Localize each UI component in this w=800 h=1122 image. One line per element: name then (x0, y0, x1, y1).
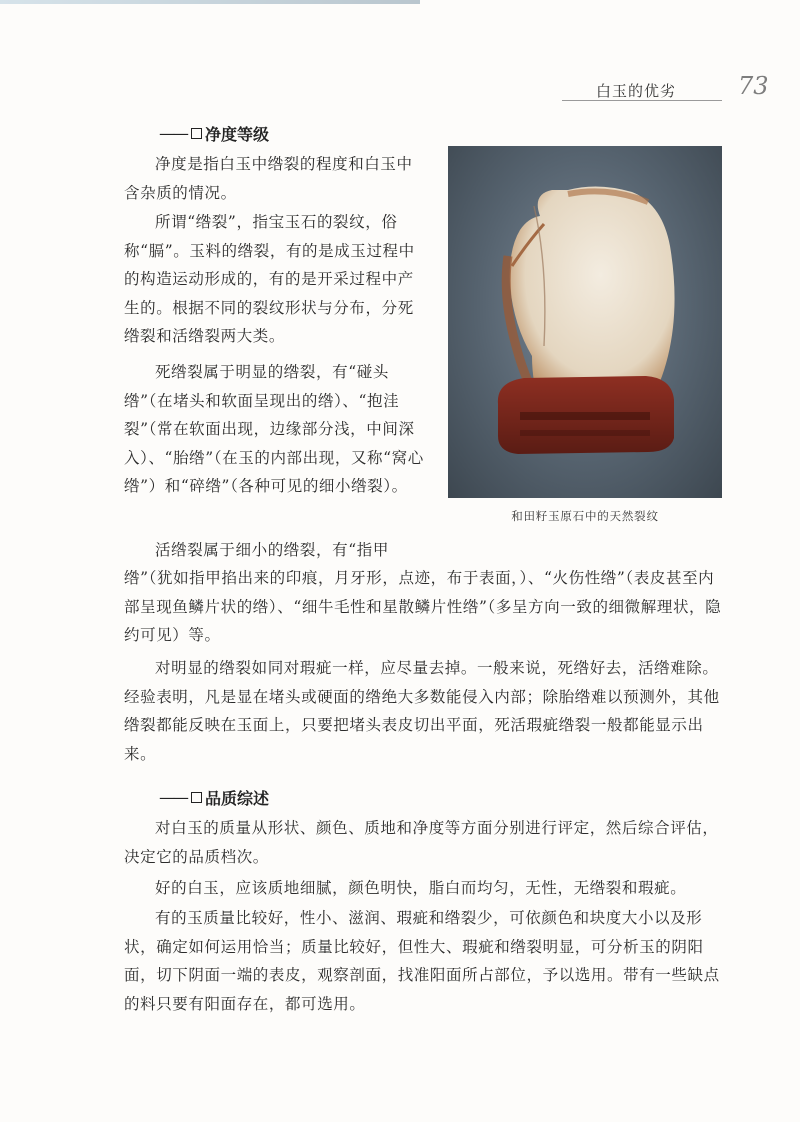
top-edge-rule (0, 0, 420, 4)
square-bullet-icon (191, 128, 202, 139)
running-header-title: 白玉的优劣 (596, 82, 677, 100)
paragraph: 净度是指白玉中绺裂的程度和白玉中含杂质的情况。 (124, 155, 413, 202)
jade-stone-photo (448, 146, 722, 498)
heading-text: 净度等级 (205, 125, 270, 144)
section-heading-clarity (159, 122, 269, 145)
paragraph: 所谓“绺裂”，指宝玉石的裂纹，俗称“膈”。玉料的绺裂，有的是成玉过程中的构造运动形成的，有的是开采过程中产生的。根据不同的裂纹形状与分布，分死绺裂和活绺裂两大类。 (124, 213, 415, 345)
square-bullet-icon (191, 792, 202, 803)
jade-stone-illustration (448, 146, 722, 498)
header-rule (562, 100, 722, 101)
figure-caption: 和田籽玉原石中的天然裂纹 (511, 509, 659, 523)
paragraph: 死绺裂属于明显的绺裂，有“碰头绺”（在堵头和软面呈现出的绺）、“抱洼裂”（常在软面出现，边缘部分浅，中间深入）、“胎绺”（在玉的内部出现，又称“窝心绺”）和“碎绺”（各种可见的细小绺裂）。 (124, 363, 424, 495)
running-header (560, 72, 772, 102)
heading-text: 品质综述 (205, 789, 270, 808)
paragraph: 对白玉的质量从形状、颜色、质地和净度等方面分别进行评定，然后综合评估，决定它的品质档次。 (124, 819, 719, 866)
page-number: 73 (738, 72, 769, 100)
heading-dash: —— (159, 788, 187, 807)
paragraph-continuation: 绺”（犹如指甲掐出来的印痕，月牙形，点迹，布于表面，）、“火伤性绺”（表皮甚至内部呈现鱼鳞片状的绺）、“细牛毛性和星散鳞片性绺”（多呈方向一致的细微解理状，隐约可见）等。 (124, 569, 722, 644)
section-heading-quality-summary (159, 786, 269, 809)
paragraph: 活绺裂属于细小的绺裂，有“指甲 (155, 541, 389, 559)
paragraph: 有的玉质量比较好，性小、滋润、瑕疵和绺裂少，可依颜色和块度大小以及形状，确定如何运用恰当；质量比较好，但性大、瑕疵和绺裂明显，可分析玉的阴阳面，切下阴面一端的表皮，观察剖面，找准阳面所占部位，予以选用。带有一些缺点的料只要有阳面存在，都可选用。 (124, 909, 720, 1013)
paragraph: 好的白玉，应该质地细腻，颜色明快，脂白而均匀，无性，无绺裂和瑕疵。 (155, 879, 687, 897)
heading-dash: —— (159, 124, 187, 143)
paragraph: 对明显的绺裂如同对瑕疵一样，应尽量去掉。一般来说，死绺好去，活绺难除。经验表明，凡是显在堵头或硬面的绺绝大多数能侵入内部；除胎绺难以预测外，其他绺裂都能反映在玉面上，只要把堵头表皮切出平面，死活瑕疵绺裂一般都能显示出来。 (124, 659, 720, 763)
